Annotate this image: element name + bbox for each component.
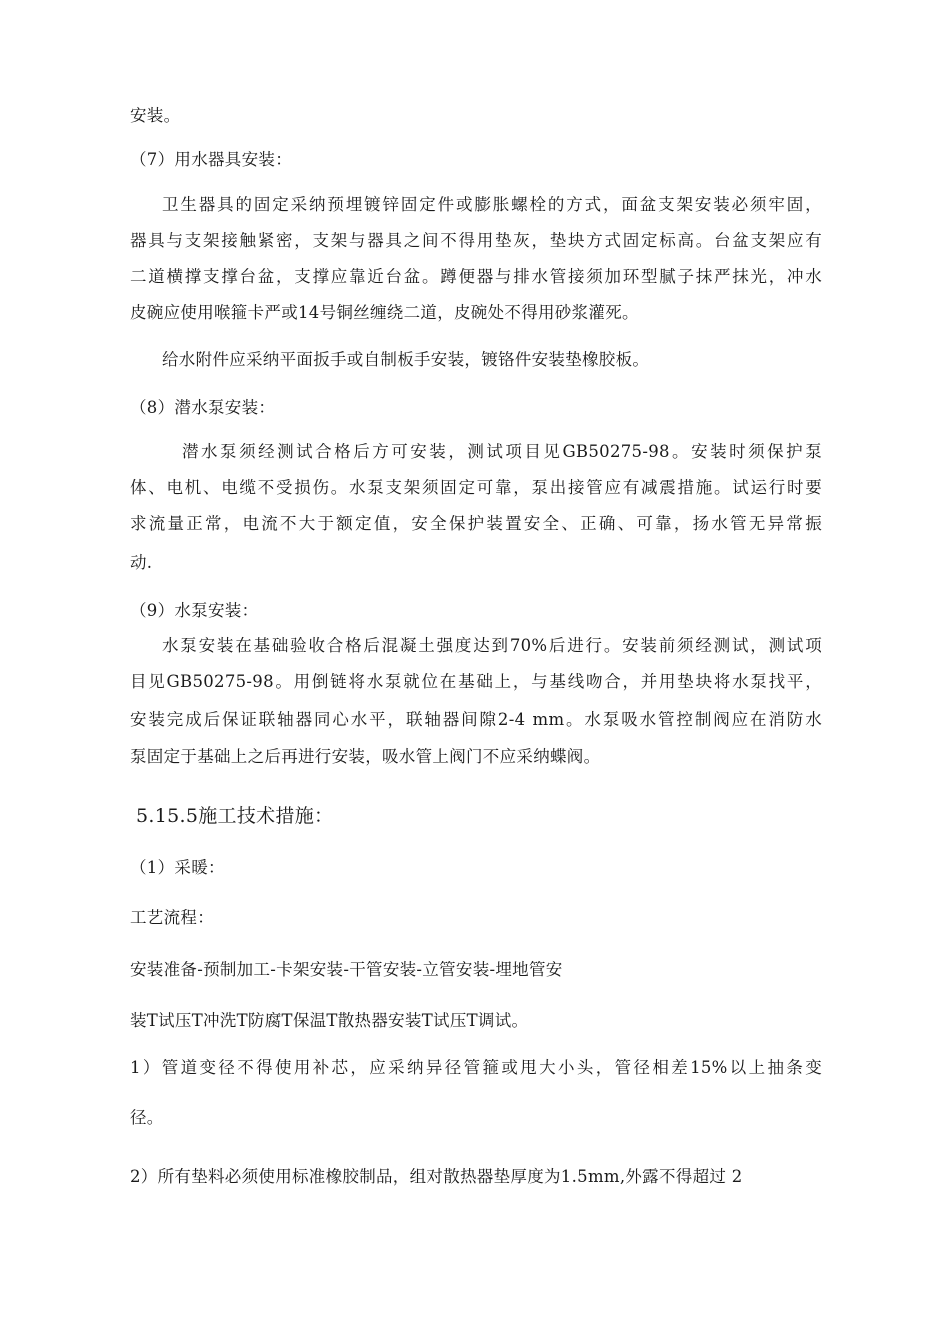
process-flow-line: 安装准备-预制加工-卡架安装-干管安装-立管安装-埋地管安 xyxy=(130,960,563,979)
section-heading: （9）水泵安装： xyxy=(130,601,259,620)
chapter-heading: 5.15.5施工技术措施： xyxy=(136,805,334,827)
paragraph-line: 皮碗应使用喉箍卡严或14号铜丝缠绕二道，皮碗处不得用砂浆灌死。 xyxy=(130,303,639,322)
paragraph-line: 水泵安装在基础验收合格后混凝土强度达到70%后进行。安装前须经测试，测试项 xyxy=(162,636,822,655)
paragraph-line: 求流量正常，电流不大于额定值，安全保护装置安全、正确、可靠，扬水管无异常振 xyxy=(130,514,822,533)
list-item: 1）管道变径不得使用补芯，应采纳异径管箍或甩大小头，管径相差15%以上抽条变 xyxy=(130,1058,822,1077)
text-line: 安装。 xyxy=(130,106,181,125)
process-flow-line: 装T试压T冲洗T防腐T保温T散热器安装T试压T调试。 xyxy=(130,1011,529,1030)
section-heading: （7）用水器具安装： xyxy=(130,150,292,169)
paragraph-line: 二道横撑支撑台盆，支撑应靠近台盆。蹲便器与排水管接须加环型腻子抹严抹光，冲水 xyxy=(130,267,822,286)
paragraph-line: 体、电机、电缆不受损伤。水泵支架须固定可靠，泵出接管应有减震措施。试运行时要 xyxy=(130,478,822,497)
paragraph-line: 潜水泵须经测试合格后方可安装，测试项目见GB50275-98。安装时须保护泵 xyxy=(182,442,822,461)
paragraph-line: 卫生器具的固定采纳预埋镀锌固定件或膨胀螺栓的方式，面盆支架安装必须牢固， xyxy=(162,195,822,214)
paragraph-line: 目见GB50275-98。用倒链将水泵就位在基础上，与基线吻合，并用垫块将水泵找平， xyxy=(130,672,822,691)
paragraph-line: 泵固定于基础上之后再进行安装，吸水管上阀门不应采纳蝶阀。 xyxy=(130,747,601,766)
paragraph-line: 给水附件应采纳平面扳手或自制板手安装，镀铬件安装垫橡胶板。 xyxy=(162,350,650,369)
section-heading: （1）采暖： xyxy=(130,858,225,877)
text-line: 工艺流程： xyxy=(130,908,214,927)
paragraph-line: 动. xyxy=(130,553,153,572)
list-item: 2）所有垫料必须使用标准橡胶制品，组对散热器垫厚度为1.5mm,外露不得超过 2 xyxy=(130,1167,743,1186)
section-heading: （8）潜水泵安装： xyxy=(130,398,276,417)
list-item-continuation: 径。 xyxy=(130,1108,164,1127)
paragraph-line: 器具与支架接触紧密，支架与器具之间不得用垫灰，垫块方式固定标高。台盆支架应有 xyxy=(130,231,822,250)
paragraph-line: 安装完成后保证联轴器同心水平，联轴器间隙2-4 mm。水泵吸水管控制阀应在消防水 xyxy=(130,710,822,729)
